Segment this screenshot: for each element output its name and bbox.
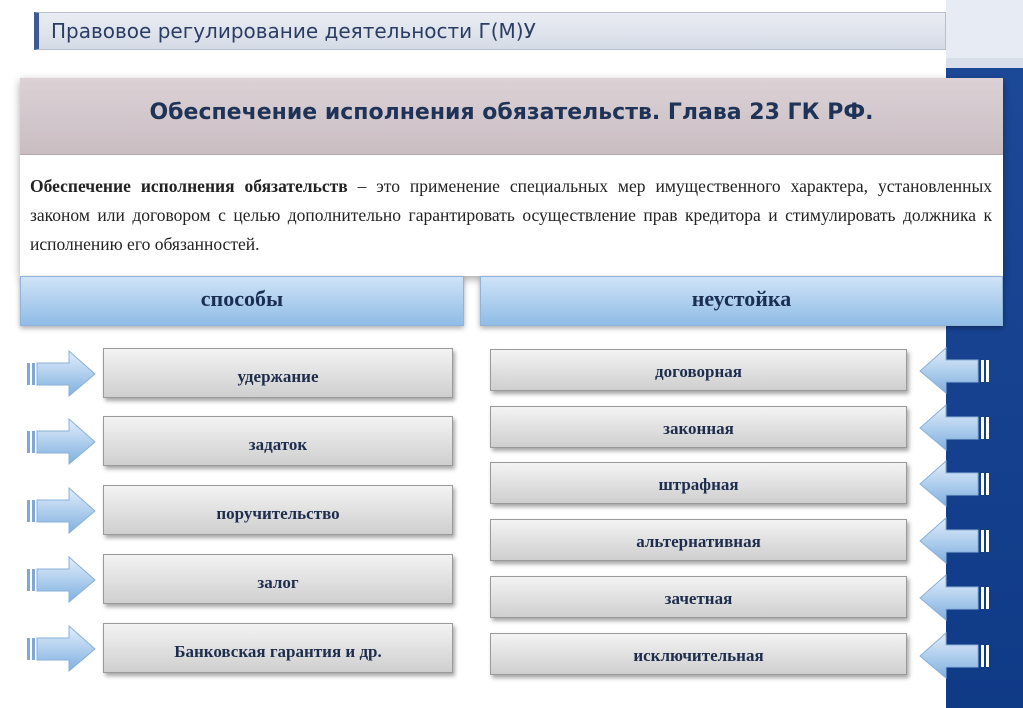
left-column-header: способы <box>20 276 464 326</box>
title-box <box>20 78 1003 155</box>
arrow-left-icon <box>918 515 990 565</box>
arrow-right-icon <box>25 348 97 398</box>
penalty-item: исключительная <box>490 633 907 675</box>
arrow-left-icon <box>918 572 990 622</box>
arrow-right-icon <box>25 554 97 604</box>
arrow-left-icon <box>918 402 990 452</box>
header-title: Правовое регулирование деятельности Г(М)У <box>51 19 536 43</box>
main-panel <box>20 78 1003 276</box>
side-stripe-band <box>946 58 1023 68</box>
penalty-item: договорная <box>490 349 907 391</box>
penalty-item: законная <box>490 406 907 448</box>
arrow-right-icon <box>25 485 97 535</box>
header-bar <box>34 12 946 50</box>
arrow-left-icon <box>918 630 990 680</box>
arrow-left-icon <box>918 345 990 395</box>
page-title: Обеспечение исполнения обязательств. Глава 23 ГК РФ. <box>149 100 874 125</box>
arrow-right-icon <box>25 416 97 466</box>
right-column-header: неустойка <box>480 276 1003 326</box>
method-item: поручительство <box>103 485 453 535</box>
arrow-right-icon <box>25 623 97 673</box>
penalty-item: альтернативная <box>490 519 907 561</box>
method-item: Банковская гарантия и др. <box>103 623 453 673</box>
penalty-item: зачетная <box>490 576 907 618</box>
side-stripe-top <box>946 0 1023 58</box>
definition-term: Обеспечение исполнения обязательств <box>30 176 348 196</box>
method-item: задаток <box>103 416 453 466</box>
penalty-item: штрафная <box>490 462 907 504</box>
method-item: удержание <box>103 348 453 398</box>
arrow-left-icon <box>918 458 990 508</box>
definition-text: – это применение специальных мер имущественного характера, установленных законом или договором с целью дополнительно гарантировать осуществление прав кредитора и стимулировать должника к исполнению его обязанностей. <box>30 176 992 254</box>
definition <box>30 172 992 259</box>
method-item: залог <box>103 554 453 604</box>
